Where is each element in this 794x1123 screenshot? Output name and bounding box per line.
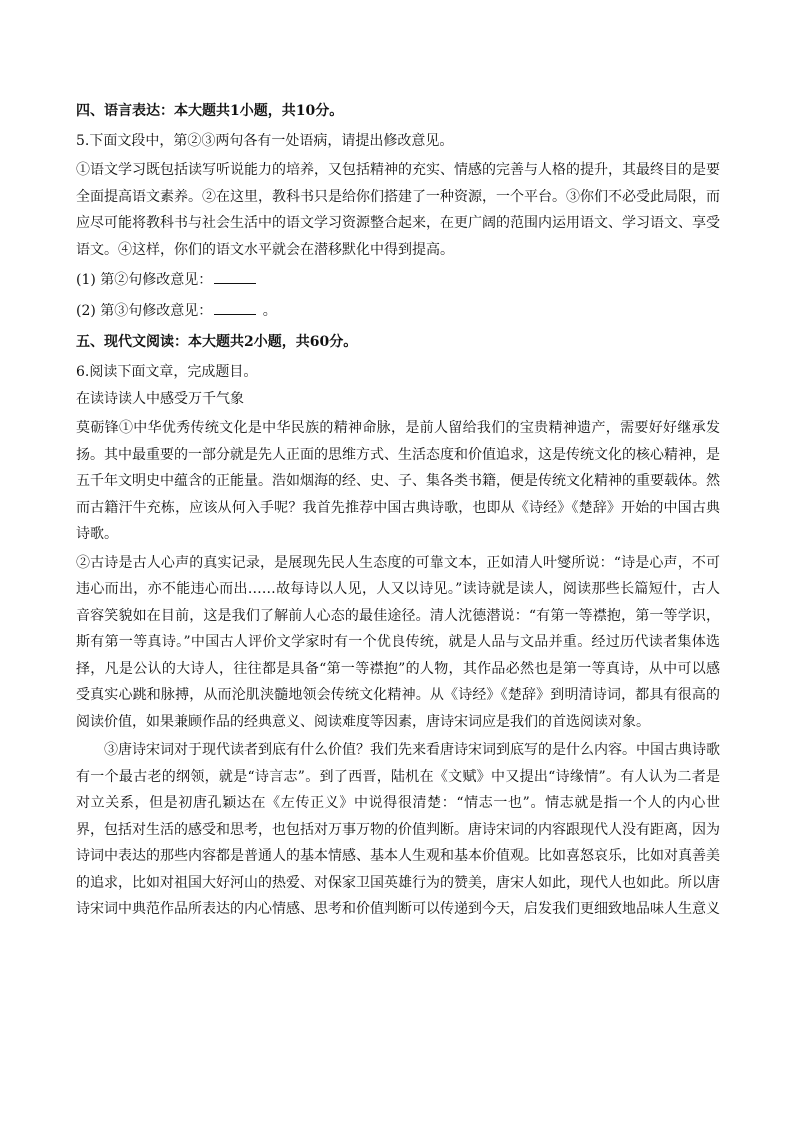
question-6-prompt: 6.阅读下面文章，完成题目。 (76, 364, 258, 380)
article-title: 在读诗读人中感受万千气象 (76, 391, 244, 407)
sub2-end: 。 (262, 303, 277, 319)
sub2-label: (2) 第③句修改意见： (76, 303, 213, 319)
sub1-label: (1) 第②句修改意见： (76, 272, 213, 288)
document-page (76, 100, 720, 925)
answer-blank-1[interactable] (214, 269, 256, 284)
article-paragraph-2: ②古诗是古人心声的真实记录，是展现先民人生态度的可靠文本，正如清人叶燮所说：“诗是心声，不可违心而出，亦不能违心而出……故每诗以人见，人又以诗见。”读诗就是读人，阅读那些长篇短什，古人音容笑貌如在目前，这是我们了解前人心态的最佳途径。清人沈德潜说：“有第一等襟抱，第一等学识，斯有第一等真诗。”中国古人评价文学家时有一个优良传统，就是人品与文品并重。经过历代读者集体选择，凡是公认的大诗人，往往都是具备“第一等襟抱”的人物，其作品必然也是第一等真诗，从中可以感受真实心跳和脉搏，从而沦肌浃髓地领会传统文化精神。从《诗经》《楚辞》到明清诗词，都具有很高的阅读价值，如果兼顾作品的经典意义、阅读难度等因素，唐诗宋词应是我们的首选阅读对象。 (76, 554, 720, 730)
question-5-prompt: 5.下面文段中，第②③两句各有一处语病，请提出修改意见。 (76, 133, 454, 149)
article-paragraph-1: 莫砺锋①中华优秀传统文化是中华民族的精神命脉，是前人留给我们的宝贵精神遗产，需要好好继承发扬。其中最重要的一部分就是先人正面的思维方式、生活态度和价值追求，这是传统文化的核心精神，是五千年文明史中蕴含的正能量。浩如烟海的经、史、子、集各类书籍，便是传统文化精神的重要载体。然而古籍汗牛充栋，应该从何入手呢？我首先推荐中国古典诗歌，也即从《诗经》《楚辞》开始的中国古典诗歌。 (76, 420, 720, 542)
question-5-passage: ①语文学习既包括读写听说能力的培养，又包括精神的充实、情感的完善与人格的提升，其最终目的是要全面提高语文素养。②在这里，教科书只是给你们搭建了一种资源，一个平台。③你们不必受此局限，而应尽可能将教科书与社会生活中的语文学习资源整合起来，在更广阔的范围内运用语文、学习语文、享受语文。④这样，你们的语文水平就会在潜移默化中得到提高。 (76, 162, 720, 258)
question-5-sub1 (76, 269, 720, 292)
answer-blank-2[interactable] (214, 300, 256, 315)
article-paragraph-3: ③唐诗宋词对于现代读者到底有什么价值？我们先来看唐诗宋词到底写的是什么内容。中国古典诗歌有一个最古老的纲领，就是“诗言志”。到了西晋，陆机在《文赋》中又提出“诗缘情”。有人认为二者是对立关系，但是初唐孔颖达在《左传正义》中说得很清楚：“情志一也”。情志就是指一个人的内心世界，包括对生活的感受和思考，也包括对万事万物的价值判断。唐诗宋词的内容跟现代人没有距离，因为诗词中表达的那些内容都是普通人的基本情感、基本人生观和基本价值观。比如喜怒哀乐，比如对真善美的追求，比如对祖国大好河山的热爱、对保家卫国英雄行为的赞美，唐宋人如此，现代人也如此。所以唐诗宋词中典范作品所表达的内心情感、思考和价值判断可以传递到今天，启发我们更细致地品味人生意义 (76, 742, 720, 917)
section-5-heading: 五、现代文阅读：本大题共2小题，共60分。 (76, 334, 358, 350)
question-5-sub2 (76, 300, 720, 323)
section-4-heading: 四、语言表达：本大题共1小题，共10分。 (76, 103, 344, 119)
